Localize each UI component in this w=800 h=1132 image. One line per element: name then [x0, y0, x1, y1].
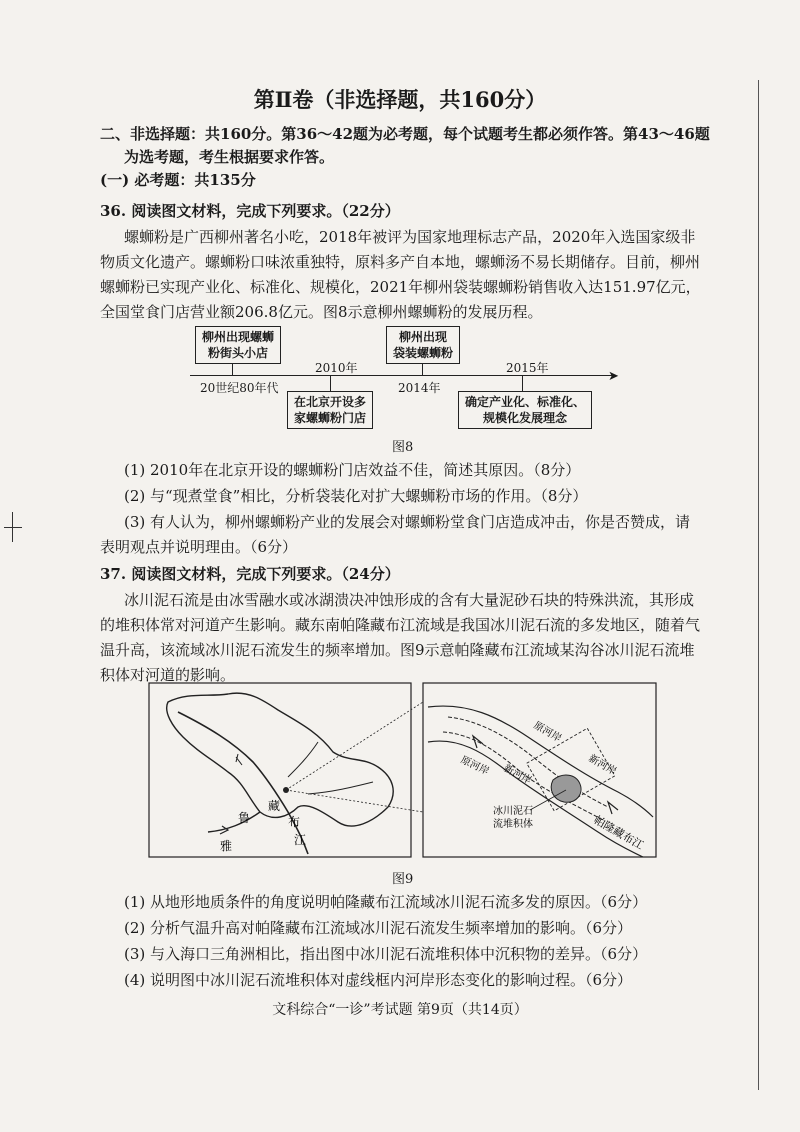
q37-question: (2) 分析气温升高对帕隆藏布江流域冰川泥石流发生频率增加的影响。（6分） [124, 919, 633, 937]
page-footer: 文科综合“一诊”考试题 第9页（共14页） [272, 1002, 528, 1018]
q37-material-line: 温升高，该流域冰川泥石流发生的频率增加。图9示意帕隆藏布江流域某沟谷冰川泥石流堆 [100, 641, 695, 659]
timeline-year: 2014年 [398, 381, 441, 395]
tributary-line [308, 782, 373, 794]
map-label: 流堆积体 [493, 819, 533, 830]
timeline-year: 20世纪80年代 [200, 381, 279, 395]
timeline-event-text: 柳州出现 [399, 330, 448, 344]
timeline-tick [232, 364, 233, 375]
timeline-event-box [287, 391, 373, 429]
q37-material-line: 积体对河道的影响。 [100, 666, 236, 684]
timeline-tick [330, 375, 331, 391]
tributary-line [288, 742, 318, 777]
q36-stem: 36. 阅读图文材料，完成下列要求。（22分） [100, 202, 400, 220]
leader-line [286, 790, 423, 812]
basin-map-frame [149, 683, 411, 857]
debris-deposit [551, 775, 581, 802]
required-section-header: (一) 必考题：共135分 [100, 171, 256, 189]
part2-instructions-line1: 二、非选择题：共160分。第36～42题为必考题，每个试题考生都必须作答。第43～46题 [100, 125, 710, 143]
map-label: 江 [294, 833, 307, 847]
q37-material-line: 的堆积体常对河道产生影响。藏东南帕隆藏布江流域是我国冰川泥石流的多发地区，随着气 [100, 616, 701, 634]
arrow-right-icon: ➤ [608, 369, 619, 384]
flow-arrow-icon [236, 754, 242, 765]
q36-question: 表明观点并说明理由。（6分） [100, 538, 298, 556]
map-label: 布 [288, 815, 301, 829]
map-label: 帕隆藏布江 [591, 813, 646, 853]
q37-question: (3) 与入海口三角洲相比，指出图中冰川泥石流堆积体中沉积物的差异。（6分） [124, 945, 648, 963]
leader-line [286, 702, 423, 790]
timeline-event-text: 家螺蛳粉门店 [294, 411, 367, 425]
crop-mark-horizontal [4, 527, 22, 528]
q36-material-line: 全国堂食门店营业额206.8亿元。图8示意柳州螺蛳粉的发展历程。 [100, 303, 543, 321]
map-label: 新河岸 [586, 753, 618, 778]
timeline-event-text: 规模化发展理念 [483, 411, 568, 425]
section-title: 第Ⅱ卷（非选择题，共160分） [253, 87, 547, 112]
q37-question: (1) 从地形地质条件的角度说明帕隆藏布江流域冰川泥石流多发的原因。（6分） [124, 893, 648, 911]
timeline-event-box [386, 326, 460, 364]
yarlung-river-line [208, 812, 260, 832]
map-label: 新河岸 [501, 762, 534, 787]
timeline-event-box [458, 391, 592, 429]
timeline-event-text: 确定产业化、标准化、 [465, 395, 586, 409]
q36-question: (3) 有人认为，柳州螺蛳粉产业的发展会对螺蛳粉堂食门店造成冲击，你是否赞成，请 [124, 513, 691, 531]
q37-stem: 37. 阅读图文材料，完成下列要求。（24分） [100, 565, 400, 583]
timeline-year: 2010年 [315, 361, 358, 375]
map-label: 冰川泥石 [493, 806, 533, 817]
map-label: 雅 [220, 839, 233, 853]
map-label: 鲁 [238, 811, 251, 825]
timeline-event-text: 在北京开设多 [294, 395, 367, 409]
timeline-tick [522, 375, 523, 391]
timeline-event-box [195, 326, 281, 364]
timeline-event-text: 粉街头小店 [208, 346, 269, 360]
q36-question: (2) 与“现煮堂食”相比，分析袋装化对扩大螺蛳粉市场的作用。（8分） [124, 487, 588, 505]
q36-material-line: 螺蛳粉是广西柳州著名小吃，2018年被评为国家地理标志产品，2020年入选国家级非 [124, 228, 696, 246]
timeline-event-text: 袋装螺蛳粉 [393, 346, 454, 360]
q36-material-line: 螺蛳粉已实现产业化、标准化、规模化，2021年柳州袋装螺蛳粉销售收入达151.97亿元， [100, 278, 701, 296]
q36-question: (1) 2010年在北京开设的螺蛳粉门店效益不佳，简述其原因。（8分） [124, 461, 581, 479]
q36-material-line: 物质文化遗产。螺蛳粉口味浓重独特，原料多产自本地，螺蛳汤不易长期储存。目前，柳州 [100, 253, 701, 271]
part2-instructions-line2: 为选考题，考生根据要求作答。 [124, 148, 335, 166]
timeline-tick [422, 364, 423, 375]
parlung-river-line [178, 712, 308, 854]
map-label: 原河岸 [458, 754, 491, 778]
figure-8-timeline [190, 322, 630, 452]
timeline-axis [190, 375, 615, 376]
figure-9-maps [148, 682, 658, 860]
flow-arrow-icon [608, 802, 618, 814]
map-label: 原河岸 [531, 720, 563, 745]
map-label: 藏 [268, 799, 281, 813]
q37-material-line: 冰川泥石流是由冰雪融水或冰湖溃决冲蚀形成的含有大量泥砂石块的特殊洪流，其形成 [124, 591, 695, 609]
timeline-event-text: 柳州出现螺蛳 [202, 330, 275, 344]
figure-8-caption: 图8 [392, 440, 414, 455]
timeline-year: 2015年 [506, 361, 549, 375]
figure-9-caption: 图9 [392, 872, 414, 887]
q37-question: (4) 说明图中冰川泥石流堆积体对虚线框内河岸形态变化的影响过程。（6分） [124, 971, 633, 989]
